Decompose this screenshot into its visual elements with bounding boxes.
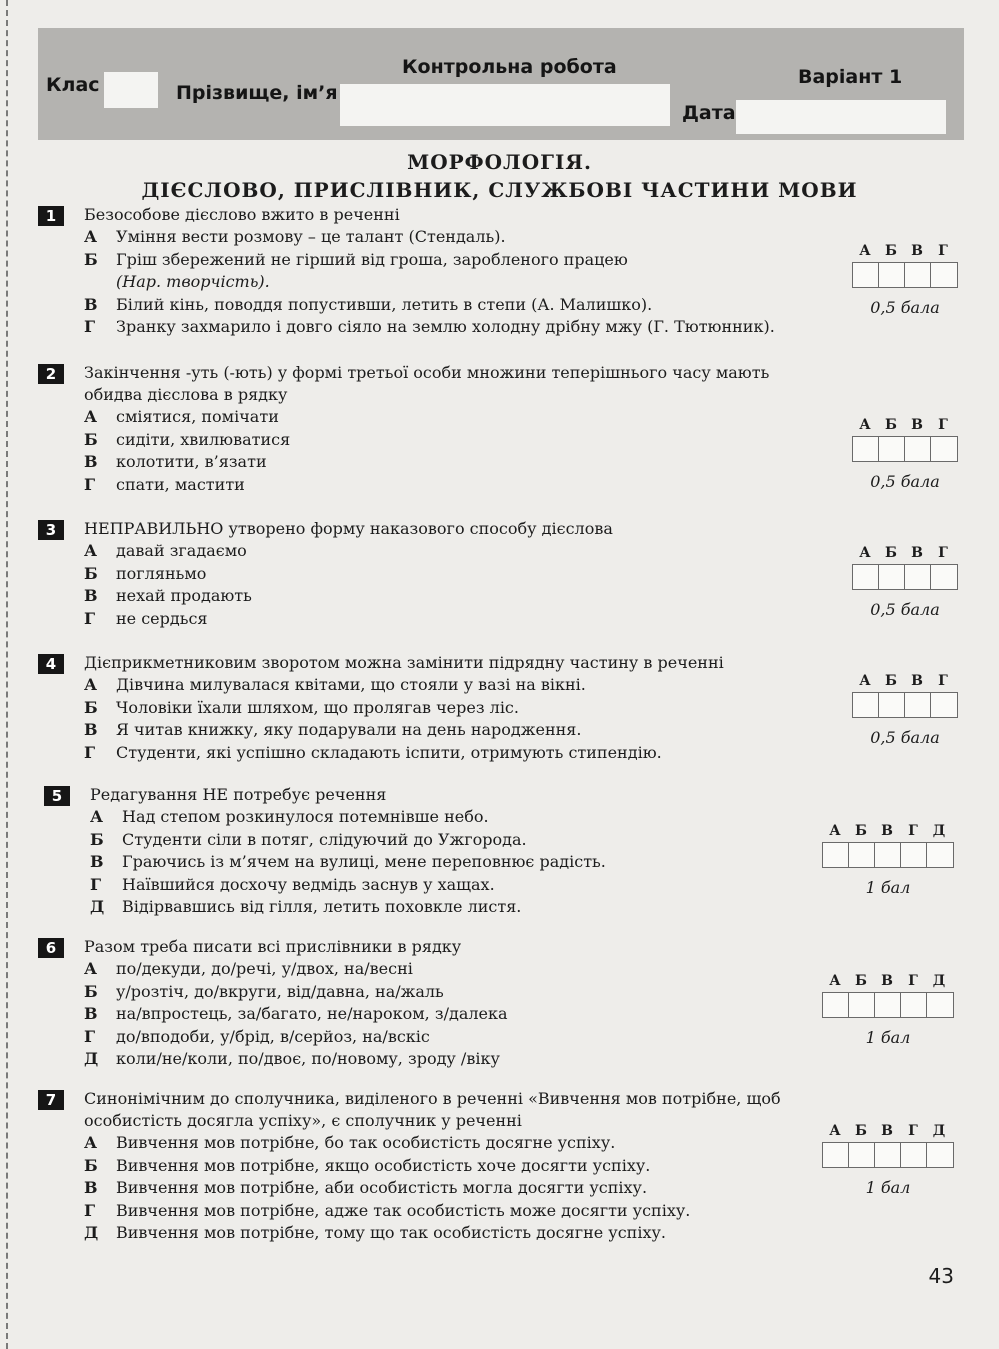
variant-label: Варіант 1 bbox=[798, 66, 903, 88]
answer-box[interactable] bbox=[823, 1143, 849, 1167]
question-1 bbox=[38, 204, 838, 339]
page-cut-line bbox=[6, 0, 8, 1349]
answer-grid-6: А Б В Г Д 1 бал bbox=[822, 970, 954, 1047]
option-c: В нехай продають bbox=[84, 586, 252, 605]
option-b: Б у/розтіч, до/вкруги, від/давна, на/жаль bbox=[84, 981, 444, 1001]
class-field[interactable] bbox=[104, 72, 158, 108]
option-d: Г спати, мастити bbox=[84, 474, 245, 494]
answer-grid-1: А Б В Г 0,5 бала bbox=[852, 240, 958, 317]
option-b: Б Студенти сіли в потяг, слідуючий до Ужгорода. bbox=[90, 829, 527, 849]
answer-box[interactable] bbox=[931, 693, 957, 717]
option-d: Г не сердься bbox=[84, 608, 208, 628]
option-a: А Над степом розкинулося потемнівше небо. bbox=[90, 807, 489, 826]
option-b: Б погляньмо bbox=[84, 563, 207, 583]
score-label: 1 бал bbox=[865, 1178, 911, 1197]
date-field[interactable] bbox=[736, 100, 946, 134]
question-7 bbox=[38, 1088, 838, 1245]
answer-box[interactable] bbox=[901, 1143, 927, 1167]
question-4 bbox=[38, 652, 838, 764]
answer-box[interactable] bbox=[849, 843, 875, 867]
option-a: А Вивчення мов потрібне, бо так особистість досягне успіху. bbox=[84, 1133, 616, 1152]
answer-box[interactable] bbox=[905, 693, 931, 717]
option-e: Д Вивчення мов потрібне, тому що так особистість досягне успіху. bbox=[84, 1223, 666, 1242]
option-c: В Граючись із м’ячем на вулиці, мене переповнює радість. bbox=[90, 852, 606, 871]
section-title-line2: ДІЄСЛОВО, ПРИСЛІВНИК, СЛУЖБОВІ ЧАСТИНИ МОВИ bbox=[141, 178, 858, 202]
option-c: В Білий кінь, поводдя попустивши, летить в степи (А. Малишко). bbox=[84, 294, 653, 314]
answer-box[interactable] bbox=[823, 843, 849, 867]
worksheet-header bbox=[38, 28, 964, 140]
question-text: Дієприкметниковим зворотом можна замінити підрядну частину в реченні bbox=[84, 653, 724, 672]
question-text: Закінчення -уть (-ють) у формі третьої особи множини теперішнього часу мають обидва дієслова в рядку bbox=[84, 363, 770, 404]
class-label: Клас bbox=[46, 74, 100, 96]
question-number: 7 bbox=[38, 1090, 64, 1110]
answer-box[interactable] bbox=[879, 693, 905, 717]
question-text: Безособове дієслово вжито в реченні bbox=[84, 205, 400, 224]
answer-box[interactable] bbox=[901, 843, 927, 867]
answer-box[interactable] bbox=[875, 993, 901, 1017]
answer-box[interactable] bbox=[879, 437, 905, 461]
name-field[interactable] bbox=[340, 84, 670, 126]
question-text: Редагування НЕ потребує речення bbox=[90, 785, 387, 804]
option-c: В Я читав книжку, яку подарували на день народження. bbox=[84, 720, 582, 739]
option-d: Г до/вподоби, у/брід, в/серйоз, на/вскіс bbox=[84, 1026, 430, 1046]
answer-box[interactable] bbox=[905, 565, 931, 589]
question-3 bbox=[38, 518, 838, 630]
option-d: Г Студенти, які успішно складають іспити, отримують стипендію. bbox=[84, 742, 662, 762]
option-a: А Дівчина милувалася квітами, що стояли у вазі на вікні. bbox=[84, 675, 586, 694]
question-number: 3 bbox=[38, 520, 64, 540]
option-a: А Уміння вести розмову – це талант (Стендаль). bbox=[84, 227, 506, 246]
answer-box[interactable] bbox=[927, 993, 953, 1017]
question-number: 1 bbox=[38, 206, 64, 226]
answer-grid-4: А Б В Г 0,5 бала bbox=[852, 670, 958, 747]
answer-box[interactable] bbox=[853, 437, 879, 461]
answer-box[interactable] bbox=[853, 693, 879, 717]
name-label: Прізвище, ім’я bbox=[176, 82, 338, 104]
worksheet-title: Контрольна робота bbox=[402, 56, 617, 78]
score-label: 1 бал bbox=[865, 878, 911, 897]
section-title bbox=[0, 150, 999, 202]
answer-box[interactable] bbox=[905, 263, 931, 287]
question-text: Синонімічним до сполучника, виділеного в реченні «Вивчення мов потрібне, щоб особистість досягла успіху», є сполучник у реченні bbox=[84, 1089, 781, 1130]
answer-box[interactable] bbox=[927, 1143, 953, 1167]
answer-box[interactable] bbox=[849, 993, 875, 1017]
question-text: Разом треба писати всі прислівники в рядку bbox=[84, 937, 462, 956]
answer-grid-3: А Б В Г 0,5 бала bbox=[852, 542, 958, 619]
option-d: Г Вивчення мов потрібне, адже так особистість може досягти успіху. bbox=[84, 1200, 691, 1220]
answer-box[interactable] bbox=[875, 843, 901, 867]
option-e: Д коли/не/коли, по/двоє, по/новому, зроду /віку bbox=[84, 1049, 500, 1068]
answer-box[interactable] bbox=[853, 565, 879, 589]
question-number: 6 bbox=[38, 938, 64, 958]
question-text: НЕПРАВИЛЬНО утворено форму наказового способу дієслова bbox=[84, 519, 613, 538]
answer-box[interactable] bbox=[823, 993, 849, 1017]
answer-box[interactable] bbox=[879, 263, 905, 287]
answer-box[interactable] bbox=[879, 565, 905, 589]
score-label: 0,5 бала bbox=[870, 472, 940, 491]
option-a: А сміятися, помічати bbox=[84, 407, 279, 426]
option-e: Д Відірвавшись від гілля, летить поховкле листя. bbox=[90, 897, 522, 916]
page-number: 43 bbox=[928, 1264, 954, 1288]
option-c: В Вивчення мов потрібне, аби особистість могла досягти успіху. bbox=[84, 1178, 648, 1197]
score-label: 0,5 бала bbox=[870, 298, 940, 317]
question-number: 5 bbox=[44, 786, 70, 806]
option-b-continuation: (Нар. творчість). bbox=[116, 272, 270, 291]
answer-box[interactable] bbox=[905, 437, 931, 461]
date-label: Дата bbox=[682, 102, 736, 124]
option-b: Б Вивчення мов потрібне, якщо особистість хоче досягти успіху. bbox=[84, 1155, 651, 1175]
option-a: А по/декуди, до/речі, у/двох, на/весні bbox=[84, 959, 413, 978]
answer-grid-7: А Б В Г Д 1 бал bbox=[822, 1120, 954, 1197]
answer-box[interactable] bbox=[931, 437, 957, 461]
option-d: Г Наївшийся досхочу ведмідь заснув у хащах. bbox=[90, 874, 495, 894]
question-2 bbox=[38, 362, 838, 496]
answer-box[interactable] bbox=[853, 263, 879, 287]
answer-grid-2: А Б В Г 0,5 бала bbox=[852, 414, 958, 491]
option-b: Б Чоловіки їхали шляхом, що пролягав через ліс. bbox=[84, 697, 519, 717]
option-b: Б Гріш збережений не гірший від гроша, заробленого працею bbox=[84, 249, 628, 269]
answer-box[interactable] bbox=[901, 993, 927, 1017]
answer-box[interactable] bbox=[875, 1143, 901, 1167]
answer-box[interactable] bbox=[931, 263, 957, 287]
answer-grid-5: А Б В Г Д 1 бал bbox=[822, 820, 954, 897]
question-number: 4 bbox=[38, 654, 64, 674]
option-c: В колотити, в’язати bbox=[84, 452, 267, 471]
option-a: А давай згадаємо bbox=[84, 541, 247, 560]
question-6 bbox=[38, 936, 838, 1071]
option-c: В на/впростець, за/багато, не/нароком, з/далека bbox=[84, 1004, 508, 1023]
question-5 bbox=[44, 784, 844, 919]
option-b: Б сидіти, хвилюватися bbox=[84, 429, 291, 449]
answer-box[interactable] bbox=[931, 565, 957, 589]
score-label: 0,5 бала bbox=[870, 728, 940, 747]
answer-box[interactable] bbox=[927, 843, 953, 867]
option-d: Г Зранку захмарило і довго сіяло на землю холодну дрібну мжу (Г. Тютюнник). bbox=[84, 317, 775, 336]
score-label: 1 бал bbox=[865, 1028, 911, 1047]
question-number: 2 bbox=[38, 364, 64, 384]
answer-box[interactable] bbox=[849, 1143, 875, 1167]
section-title-line1: МОРФОЛОГІЯ. bbox=[407, 150, 592, 174]
score-label: 0,5 бала bbox=[870, 600, 940, 619]
